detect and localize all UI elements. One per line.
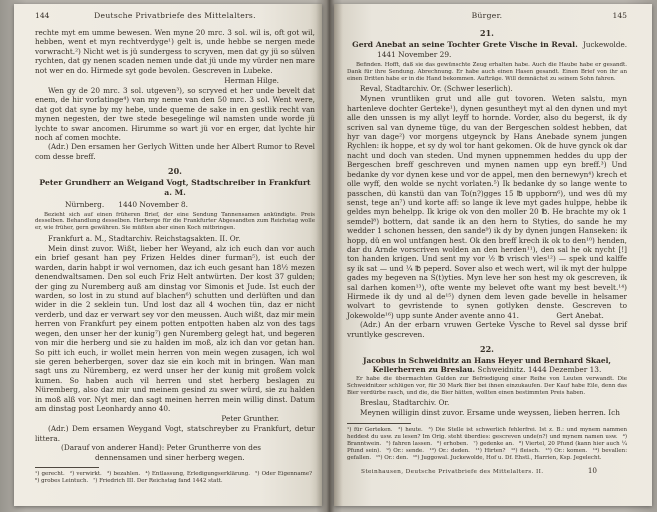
letter22-regest: Er habe die übermachten Gulden zur Befriedigung einer Reihe von Leuten verwandt. Die Schweidnitzer schlügen vor, für 30 Mark Bier bei ihnen einzukaufen. Der Kauf habe Eile, denn das Bier verdürbe rasch, und die, die Bier hätten, wollten einen bestimmten Preis haben.	[347, 376, 627, 396]
right-running-header	[347, 11, 627, 20]
imprint-row	[347, 466, 627, 475]
letter21-date: 1441 November 29.	[377, 50, 452, 59]
left-page	[14, 4, 322, 506]
letter21-address: (Adr.) An der erbarn vruwen Gerteke Vysche to Revel sal dysse brif vruntlyke gescreven.	[347, 320, 627, 339]
footnote-item: ¹⁴) bevallen: gefallen.	[347, 447, 628, 461]
letter20-date: 1440 November 8.	[118, 199, 188, 209]
left-footnotes	[35, 471, 315, 485]
right-running-title: Bürger.	[471, 11, 503, 20]
letter20-title: Peter Grundherr an Weigand Vogt, Stadtschreiber in Frankfurt a. M.	[39, 178, 311, 198]
footnote-item: ¹) gerecht.	[35, 470, 65, 477]
footnote-item: ⁹) Or.: sende.	[386, 447, 425, 454]
footnote-item: ⁶) erhoben.	[437, 440, 469, 447]
letter21-title: Gerd Anebat an seine Tochter Grete Vische in Reval.	[352, 40, 578, 49]
right-page-number: 145	[612, 11, 627, 20]
letter21-place: Juckewolde.	[582, 40, 627, 49]
letter20-place: Nürnberg.	[65, 199, 105, 209]
letter20-dateline	[65, 200, 315, 209]
footnote-item: ⁷) Friedrich III. Der Reichstag fand 1442 statt.	[93, 478, 223, 484]
letter22-body-first-line: Meynen willigin dinst zuvor. Ersame unde weyssen, lieben herren. Ich	[360, 408, 620, 418]
letter20-address-line1: (Adr.) Dem ersamen Weygand Vogt, statschreyber zu Frankfurt, detur littera.	[35, 424, 315, 443]
footnote-item: ¹²) fleisch.	[510, 447, 540, 454]
footnote-item: ¹⁶) Juggowal. Juckewolde, Hof u. Df. Ehstl., Harrien, Ksp. Jegelecht.	[412, 454, 602, 461]
right-page	[334, 4, 652, 506]
letter19-address: (Adr.) Den ersamen her Gerlych Witten unde her Albert Rumor to Revel com desse breff.	[35, 142, 315, 161]
left-page-number: 144	[35, 11, 50, 20]
footnote-item: ⁵) fahren lassen.	[386, 440, 433, 447]
footnote-item: ²) verwirkt.	[69, 470, 102, 477]
footnote-item: ⁴) Branntwein.	[347, 433, 627, 447]
footnote-item: ⁷) gedenke an.	[473, 440, 514, 447]
letter22-place: Schweidnitz.	[477, 365, 526, 374]
footnote-item: ³) bezahlen.	[106, 470, 141, 477]
right-footnotes	[347, 427, 627, 462]
letter20-signature: Peter Grunther.	[221, 414, 279, 424]
letter19-signature: Herman Hilge.	[224, 76, 279, 86]
footnote-item: ¹⁵) Or.: den.	[375, 454, 409, 461]
letter20-regest: Bezieht sich auf einen früheren Brief, der eine Sendung Tannensamen ankündigte. Preis desselben. Behandlung desselben. Herberge für die Frankfurter Abgesandten zum Reichstag wolle er, wie früher, gern gewähren. Sie müßten aber einen Koch mitbringen.	[35, 211, 315, 232]
letter21-body-text: Mynen vruntliken grut und alle gut tovoren. Weten salstu, myn hartenleve dochter Gerteke¹), dynen gesuntheyt myt al den dynen und myt alle den unssen is my allyt leyff to hornde. Vorder, also du begerst, ik dy scriven sal van dyneme tüge, du van der Bergeschen soldest hebben, dat hyr van dage²) vor morgens utgeynck by Hans Anebade synem jungen Rychlen: ik hoppe, et sy dy wol tor hant gekomen. Ok de huve gynck ok dar nacht und doch van steden. Und mynen uppnemmen heddes du upp der Bergeschen breff geschreven und mynen namen upp eyn breff.³) Und bedanke dy vor dynen kese und vor de appel, men den bernewyn⁴) krech et olle wyff, den wolde se nycht vorlaten.⁵) Ik bedanke dy so lange wente to passchen, dü kanstü dan van To(n?)gges 15 ℔ uppborn⁶), und wes dü my senst, tege an⁷) und korte aff: so lange ik leve myt gades hulppe, hebbe ik geldes myn behelpp. Ik krige ok von den moller 20 ℔. He brachte my ok 1 semdel⁸) bottern, dat sande ik an den hern to Styties, do sande he my wedder 1 schonen hessen, den sande⁹) ik dy by dynen jungen Hanseken: ik hopp, dü en wol untfangen hest. Ok den breff krech ik ok to den¹⁰) henden, dar du Arnde vorscriven wolden an den herden¹¹), den sal he ok nycht [!] ton handen krigen. Und sent my vor ½ ℔ vrisch vles¹²) — spek und kalffe sy ik sat — und ¼ ℔ peperd. Sover also et wech wert, wil ik myt der hulppe gades my begeven na S(t)yties. Myn leve her son hest my ok gescreven, ik sal darhen komen¹³), ofte wente my belevet ofte want my best bevelt.¹⁴) Hirmede ik dy und al de¹⁵) dynen dem leven gade bevelle in helsamer wolvart to gevristende to synen gotlyken denste. Gescreven to Jokewolde¹⁶) upp sunte Ander avente anno 41.	[347, 94, 627, 320]
letter21-regest: Befinden. Hofft, daß sie das gewünschte Zeug erhalten habe. Auch die Haube habe er gesandt. Dank für ihre Sendung. Abrechnung. Er habe auch einen Hasen gesandt. Einen Brief von ihr an einen Dritten habe er in die Hand bekommen. Aufträge. Will demnächst zu seinem Sohn fahren.	[347, 62, 627, 82]
letter20-address-line3: dennensamen und siner herberg wegen.	[95, 452, 245, 462]
letter19-paragraph-2: Wen gy de 20 mrc. 3 sol. utgeven³), so scryved et her unde bevelt dat enem, de hir vorlatinge⁴) van my neme van den 50 mrc. 3 sol. Went were, dat got dat syne by my hebe, unde queme de sake in en gestlik recht van mynen negesten, der twe stede besegelinge wil namsten unde worde jü lychte to swar ancomen. Hirumme so wart jü vor en erger, dat lychte hir noch af comen mochte.	[35, 86, 315, 143]
footnote-item: ³) Die Stelle ist schwerlich fehlerfrei. Ist z. B.: und mynem nammen heddest du usw. zu lesen? Im Orig. steht überdies: gescreven unde(n?) und mynem namen usw.	[347, 426, 628, 440]
footnote-item: ⁴) Entlassung, Erledigungserklärung.	[145, 470, 250, 477]
letter20-address-line2: (Darauf von anderer Hand): Peter Gruntherre von des	[61, 443, 262, 453]
left-running-header	[35, 11, 315, 20]
letter21-title-row	[347, 40, 627, 49]
sheet-mark: 10	[587, 466, 597, 475]
left-running-title: Deutsche Privatbriefe des Mittelalters.	[94, 11, 256, 20]
footnote-item: ²) heute.	[398, 426, 423, 433]
letter20-number: 20.	[168, 166, 182, 177]
book-imprint: Steinhausen, Deutsche Privatbriefe des Mittelalters. II.	[361, 469, 544, 475]
footnote-item: ¹⁰) Or.: deden.	[429, 447, 470, 454]
letter21-signature: Gert Anebat.	[556, 310, 604, 320]
letter20-body: Mein dinst zuvor. Wißt, lieber her Weyand, alz ich euch dan vor auch ein brief gesant han pey Frizen Heldes diner furman⁵), ist euch der warden, darin habpt ir wol vernomen, daz ich euch gesant han 18½ mezen denendwaltsamen. Den sol euch Friz Helt antwürten. Der kost 37 gulden; der ging zu Nuremberg auß am dinstag vor Simonis et Jude. Ist euch der warden, so lost in zu stund auf blachen⁶) schutten und derlüften und dan wider in die 2 seklein tun. Und lost daz all 4 wochen tün, daz er nicht verderb, und daz er verwart sey vor den meussen. Auch wißt, daz mir mein herren von Frankfurt pey einem potten entpotten haben alz von des tags wegen, den unser her der kunig⁷) gen Nuremberg gelegt hat, und begeren von mir die herberg und sie zu halden im moß, alz ich dan vor getan han. So pitt ich euch, ir wollet mein herren von mein wegen zusagen, ich wol sie geren beherbergen, sover daz sie ein koch mit in bringen. Wan man sagt uns zu Nüremberg, ez werd unser her der kunig mit großem volck kumen. So haben auch vil herren und stet herberg beslagen zu Nüremberg, also daz mir und meinem gesind zu swer würd, sie zu halden in moß alß vor. Nyt mer, dan sagt meinen herren mein willig dinst. Datum am dinstag post Leonhardy anno 40.	[35, 244, 315, 413]
footnote-item: ¹¹) Hirten?	[475, 447, 506, 454]
footnote-item: ⁵) Oder Eigenname?	[255, 470, 313, 477]
left-footnote-rule	[35, 467, 99, 468]
footnote-item: ⁶) grobes Leintuch.	[35, 478, 89, 484]
letter21-number: 21.	[480, 28, 494, 38]
letter20-source: Frankfurt a. M., Stadtarchiv. Reichstagsakten. II. Or.	[48, 234, 241, 244]
letter21-source: Reval, Stadtarchiv. Or. (Schwer leserlich).	[360, 84, 513, 94]
footnote-item: ¹³) Or.: komen.	[545, 447, 588, 454]
letter22-number: 22.	[480, 344, 494, 354]
letter22-source: Breslau, Stadtarchiv. Or.	[360, 398, 450, 408]
right-footnote-rule	[347, 423, 411, 424]
letter21-body	[347, 94, 627, 320]
footnote-item: ¹) für Gerteken.	[347, 426, 393, 433]
letter19-paragraph-1: rechte myt em umme bewesen. Wen myne 20 mrc. 3 sol. wil is, oft got wil, hebben, went et myn rechtverdyge¹) gelt is, unde hebbe se nergen mede vorwracht.²) Nicht wet is jü sundergess to scryven, men dat gy jü so sülven rychten, dat gy nenen scaden nemen unde dat jü unde my vürder nen mare not wer en do. Hirmede syt gode bevolen. Gescreven in Lubeke.	[35, 28, 315, 75]
footnote-item: ⁸) Viertel, 20 Pfund (kann hier auch ¼ Pfund sein).	[347, 440, 628, 454]
letter21-dateline	[377, 50, 627, 59]
letter22-title-block	[347, 356, 627, 374]
letter22-date: 1444 Dezember 13.	[527, 365, 602, 374]
letter22-title: Jacobus in Schweidnitz an Hans Heyer und Bernhard Skael, Kellerherren zu Breslau.	[363, 356, 611, 374]
